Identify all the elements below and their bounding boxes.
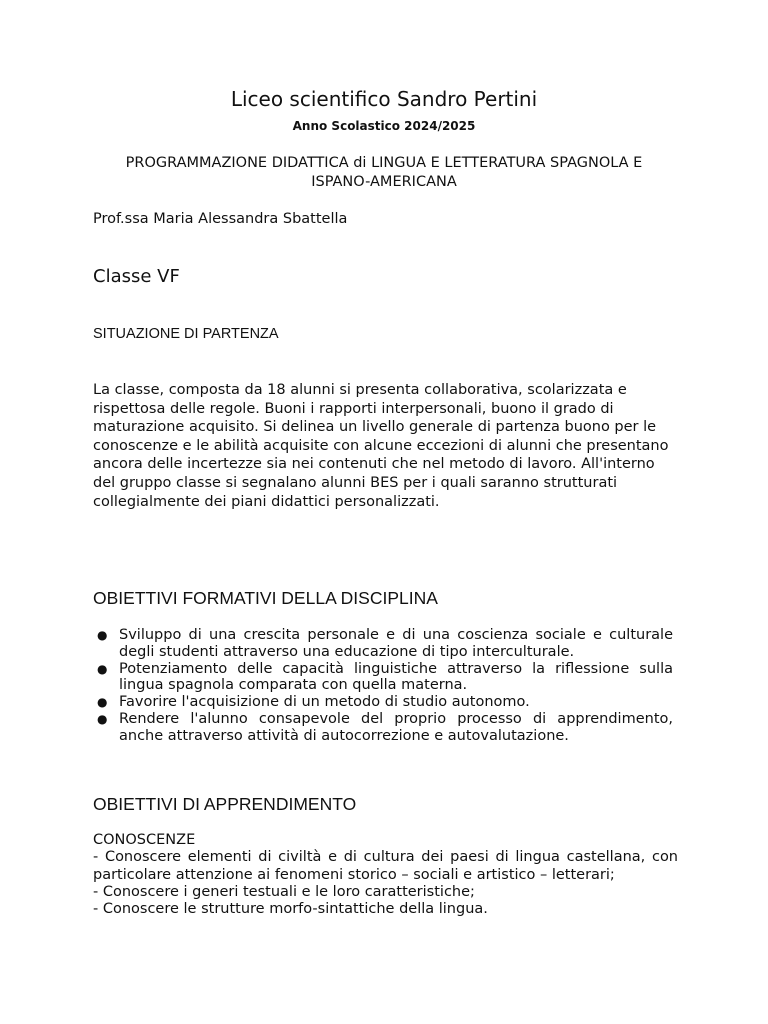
program-title: [0, 154, 768, 192]
section-heading-obiettivi-apprendimento: OBIETTIVI DI APPRENDIMENTO: [93, 794, 357, 814]
list-item-text: Sviluppo di una crescita personale e di una coscienza sociale e culturale degli studenti attraverso una educazione di tipo interculturale.: [119, 627, 673, 660]
bullet-icon: ●: [97, 695, 108, 710]
bullet-icon: ●: [97, 711, 108, 726]
formative-objectives-list: [93, 627, 673, 745]
school-year: Anno Scolastico 2024/2025: [292, 119, 476, 133]
school-title: Liceo scientifico Sandro Pertini: [230, 87, 538, 111]
class-name: Classe VF: [93, 266, 180, 287]
program-title-line: PROGRAMMAZIONE DIDATTICA di LINGUA E LETTERATURA SPAGNOLA E: [125, 155, 643, 171]
bullet-icon: ●: [97, 661, 108, 676]
teacher-name: Prof.ssa Maria Alessandra Sbattella: [93, 211, 348, 227]
list-item-text: Rendere l'alunno consapevole del proprio processo di apprendimento, anche attraverso attività di autocorrezione e autovalutazione.: [119, 710, 673, 744]
list-item: [93, 711, 673, 745]
knowledge-line: - Conoscere elementi di civiltà e di cultura dei paesi di lingua castellana, con particolare attenzione ai fenomeni storico – sociali e artistico – letterari;: [93, 849, 678, 883]
situazione-paragraph: La classe, composta da 18 alunni si presenta collaborativa, scolarizzata e rispettosa delle regole. Buoni i rapporti interpersonali, buono il grado di maturazione acquisito. Si delinea un livello generale di partenza buono per le conoscenze e le abilità acquisite con alcune eccezioni di alunni che presentano ancora delle incertezze sia nei contenuti che nel metodo di lavoro. All'interno del gruppo classe si segnalano alunni BES per i quali saranno strutturati collegialmente dei piani didattici personalizzati.: [93, 382, 669, 510]
section-heading-situazione: SITUAZIONE DI PARTENZA: [93, 326, 279, 342]
knowledge-line: - Conoscere i generi testuali e le loro caratteristiche;: [93, 883, 475, 900]
knowledge-subheading: CONOSCENZE: [93, 832, 196, 848]
list-item-text: Favorire l'acquisizione di un metodo di studio autonomo.: [119, 694, 530, 711]
list-item: [93, 661, 673, 695]
list-item: [93, 694, 673, 711]
program-title-line: ISPANO-AMERICANA: [311, 174, 457, 190]
knowledge-line: - Conoscere le strutture morfo-sintattiche della lingua.: [93, 901, 488, 918]
knowledge-block: [93, 832, 678, 918]
bullet-icon: ●: [97, 628, 108, 642]
list-item-text: Potenziamento delle capacità linguistiche attraverso la riflessione sulla lingua spagnola comparata con quella materna.: [119, 660, 673, 694]
section-heading-obiettivi-formativi: OBIETTIVI FORMATIVI DELLA DISCIPLINA: [93, 588, 438, 608]
list-item: [93, 627, 673, 661]
